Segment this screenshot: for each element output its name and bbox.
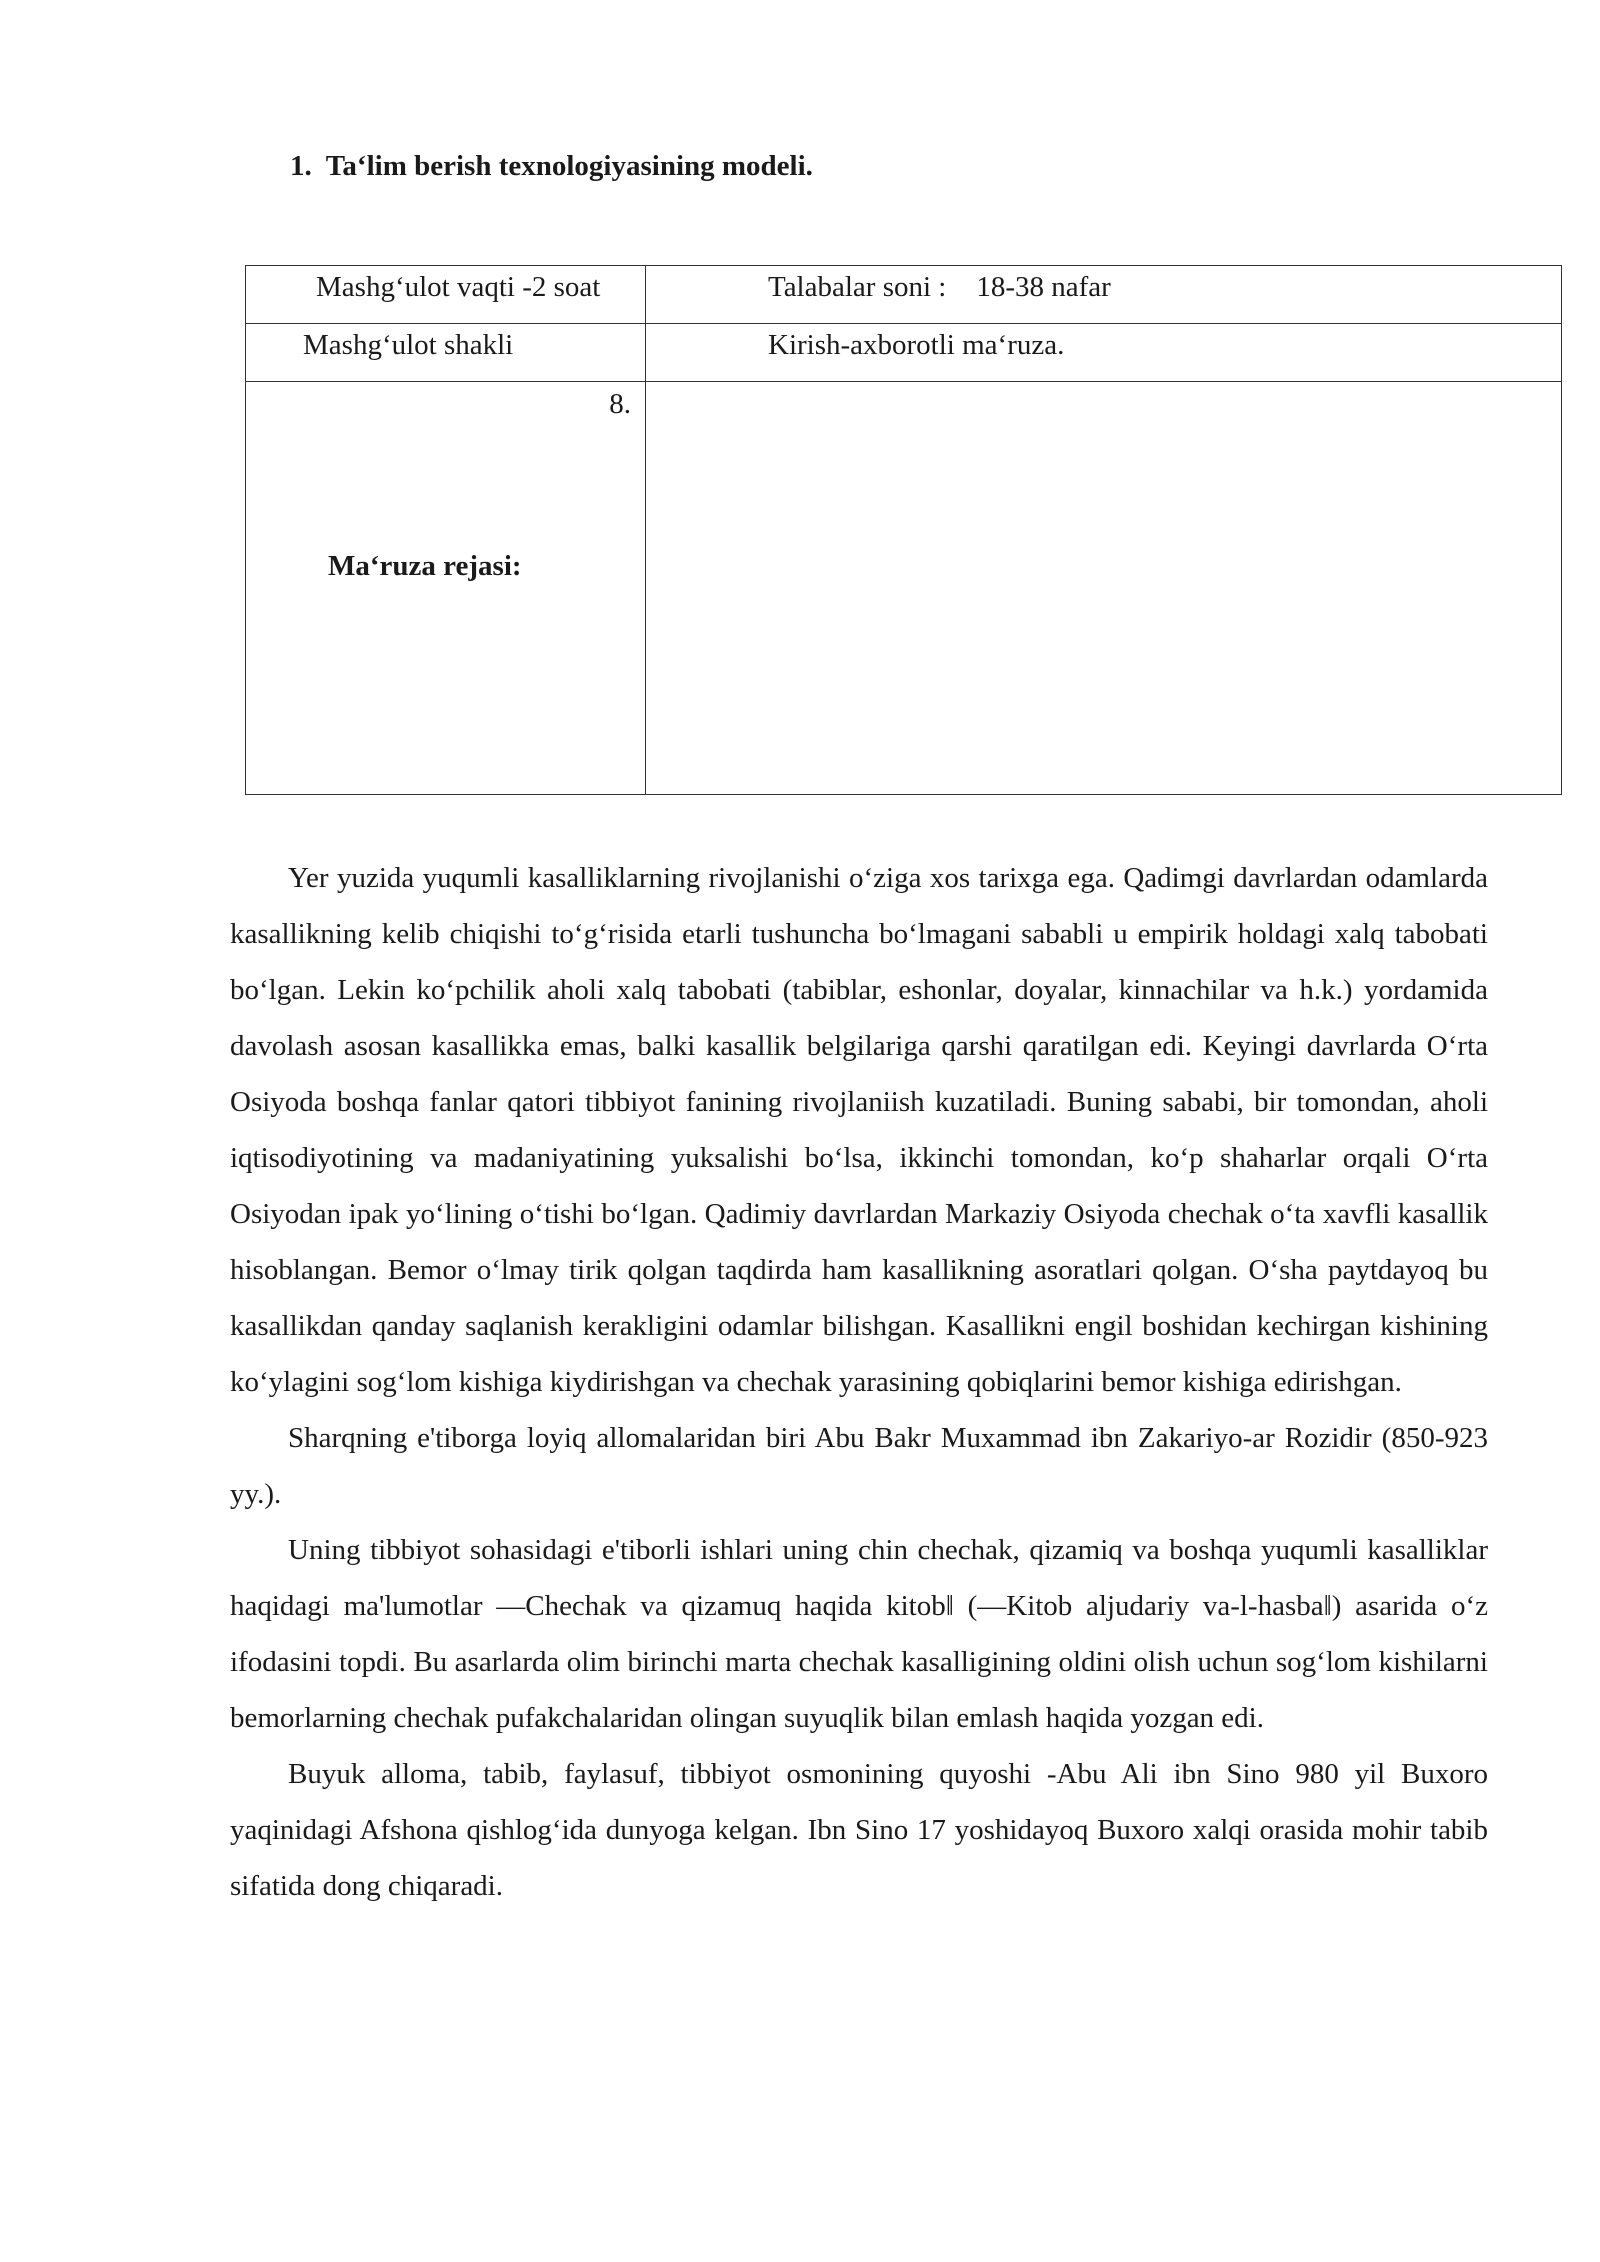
paragraph: Buyuk alloma, tabib, faylasuf, tibbiyot osmonining quyoshi -Abu Ali ibn Sino 980 yil Buxoro yaqinidagi Afshona qishlog‘ida dunyoga kelgan. Ibn Sino 17 yoshidayoq Buxoro xalqi orasida mohir tabib sifatida dong chiqaradi. [230, 1758, 1488, 1902]
body-text [230, 850, 1488, 1914]
plan-number: 8. [609, 388, 631, 420]
lecture-plan-content [646, 382, 1562, 795]
heading-title: Ta‘lim berish texnologiyasining modeli. [325, 150, 813, 182]
heading-number: 1. [290, 150, 312, 182]
student-count-cell [646, 266, 1562, 324]
paragraph: Uning tibbiyot sohasidagi e'tiborli ishlari uning chin chechak, qizamiq va boshqa yuqumli kasalliklar haqidagi ma'lumotlar ―Chechak va qizamuq haqida kitob‖ (―Kitob aljudariy va-l-hasba‖) asarida o‘z ifodasini topdi. Bu asarlarda olim birinchi marta chechak kasalligining oldini olish uchun sog‘lom kishilarni bemorlarning chechak pufakchalaridan olingan suyuqlik bilan emlash haqida yozgan edi. [230, 1534, 1488, 1734]
section-heading [290, 150, 813, 183]
training-time-cell: Mashg‘ulot vaqti -2 soat [246, 266, 646, 324]
training-form-value: Kirish-axborotli ma‘ruza. [646, 324, 1562, 382]
lecture-plan-cell [246, 382, 646, 795]
table-row [246, 382, 1562, 795]
student-count-label: Talabalar soni : [768, 271, 947, 303]
table-row [246, 324, 1562, 382]
lecture-plan-label: Ma‘ruza rejasi: [328, 550, 522, 582]
paragraph: Sharqning e'tiborga loyiq allomalaridan biri Abu Bakr Muxammad ibn Zakariyo-ar Rozidir (850-923 yy.). [230, 1422, 1488, 1510]
table-row [246, 266, 1562, 324]
model-table [245, 265, 1562, 795]
training-form-label: Mashg‘ulot shakli [246, 324, 646, 382]
student-count-value: 18-38 nafar [976, 271, 1111, 303]
paragraph: Yer yuzida yuqumli kasalliklarning rivojlanishi o‘ziga xos tarixga ega. Qadimgi davrlardan odamlarda kasallikning kelib chiqishi to‘g‘risida etarli tushuncha bo‘lmagani sababli u empirik holdagi xalq tabobati bo‘lgan. Lekin ko‘pchilik aholi xalq tabobati (tabiblar, eshonlar, doyalar, kinnachilar va h.k.) yordamida davolash asosan kasallikka emas, balki kasallik belgilariga qarshi qaratilgan edi. Keyingi davrlarda O‘rta Osiyoda boshqa fanlar qatori tibbiyot fanining rivojlaniish kuzatiladi. Buning sababi, bir tomondan, aholi iqtisodiyotining va madaniyatining yuksalishi bo‘lsa, ikkinchi tomondan, ko‘p shaharlar orqali O‘rta Osiyodan ipak yo‘lining o‘tishi bo‘lgan. Qadimiy davrlardan Markaziy Osiyoda chechak o‘ta xavfli kasallik hisoblangan. Bemor o‘lmay tirik qolgan taqdirda ham kasallikning asoratlari qolgan. O‘sha paytdayoq bu kasallikdan qanday saqlanish kerakligini odamlar bilishgan. Kasallikni engil boshidan kechirgan kishining ko‘ylagini sog‘lom kishiga kiydirishgan va chechak yarasining qobiqlarini bemor kishiga edirishgan. [230, 862, 1488, 1398]
